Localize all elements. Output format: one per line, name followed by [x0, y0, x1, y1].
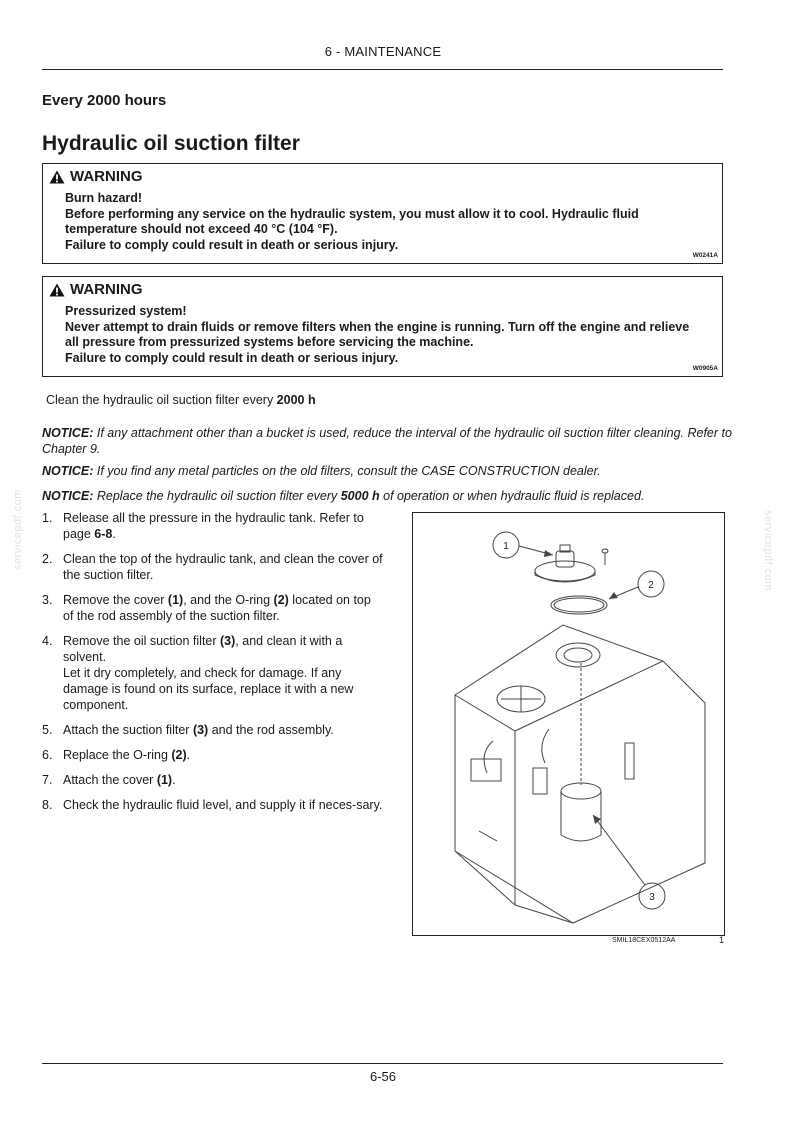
step-text-fragment: located on top of the rod assembly of the suction filter. — [63, 593, 371, 623]
intro-interval-value: 2000 h — [276, 393, 316, 407]
intro-text: Clean the hydraulic oil suction filter every — [46, 393, 277, 407]
suction-filter-cover — [535, 545, 608, 582]
step-text — [63, 551, 384, 583]
section-header: 6 - MAINTENANCE — [324, 44, 442, 59]
notice-metal-particles — [42, 463, 732, 479]
notice-label: NOTICE: — [42, 464, 94, 478]
step-text-fragment: Check the hydraulic fluid level, and supply it if neces-sary. — [63, 798, 383, 812]
step-text — [63, 747, 384, 763]
notice-interval-value: 5000 h — [340, 489, 380, 503]
procedure-step — [42, 633, 384, 713]
warning-heading-text: WARNING — [70, 281, 143, 298]
step-number: 2. — [42, 552, 53, 566]
page-number: 6-56 — [369, 1069, 397, 1084]
svg-text:3: 3 — [649, 892, 655, 903]
procedure-step — [42, 772, 384, 788]
step-number: 6. — [42, 748, 53, 762]
step-text-fragment: Remove the cover — [63, 593, 168, 607]
procedure-step — [42, 551, 384, 583]
step-text-fragment: , and clean it with a solvent. — [63, 634, 343, 664]
warning-line: Never attempt to drain fluids or remove filters when the engine is running. Turn off the engine and relieve all pressure from pressurized systems before servicing the machine. — [65, 319, 690, 349]
step-text-fragment: and the rod assembly. — [208, 723, 334, 737]
warning-heading — [49, 168, 143, 185]
step-text — [63, 772, 384, 788]
svg-text:1: 1 — [503, 541, 509, 552]
step-text-fragment: Clean the top of the hydraulic tank, and clean the cover of the suction filter. — [63, 552, 383, 582]
notice-label: NOTICE: — [42, 489, 94, 503]
warning-line: Burn hazard! — [65, 191, 143, 205]
procedure-step — [42, 722, 384, 738]
step-text-fragment: Replace the O-ring — [63, 748, 172, 762]
figure-frame — [412, 512, 725, 936]
svg-text:2: 2 — [648, 580, 654, 591]
step-number: 7. — [42, 773, 53, 787]
warning-line: Pressurized system! — [65, 304, 187, 318]
warning-heading — [49, 281, 143, 298]
step-number: 4. — [42, 634, 53, 648]
procedure-steps — [42, 510, 384, 822]
step-text-fragment: Attach the suction filter — [63, 723, 193, 737]
warning-code: W0905A — [692, 365, 718, 372]
step-text-fragment: Attach the cover — [63, 773, 157, 787]
step-text-fragment: Remove the oil suction filter — [63, 634, 221, 648]
step-number: 1. — [42, 511, 53, 525]
warning-body — [65, 191, 702, 253]
warning-box-pressure — [42, 276, 723, 377]
figure-number: 1 — [719, 935, 725, 945]
step-text-fragment: . — [186, 748, 191, 762]
step-reference: 6-8 — [94, 527, 113, 541]
step-reference: (2) — [273, 593, 289, 607]
warning-body — [65, 304, 702, 366]
step-reference: (3) — [220, 634, 236, 648]
warning-triangle-icon — [49, 170, 65, 184]
notice-text: of operation or when hydraulic fluid is replaced. — [379, 489, 645, 503]
step-text-fragment: . — [172, 773, 176, 787]
header-rule — [42, 69, 723, 70]
step-number: 5. — [42, 723, 53, 737]
hydraulic-tank-illustration — [413, 513, 724, 935]
step-text-fragment: . — [112, 527, 116, 541]
step-text — [63, 722, 384, 738]
warning-line: Before performing any service on the hydraulic system, you must allow it to cool. Hydraulic fluid temperature should not exceed 40 °C (104 °F). — [65, 206, 639, 236]
warning-heading-text: WARNING — [70, 168, 143, 185]
step-text — [63, 797, 384, 813]
step-text — [63, 633, 384, 713]
notice-text: Replace the hydraulic oil suction filter every — [93, 489, 341, 503]
notice-text: If any attachment other than a bucket is used, reduce the interval of the hydraulic oil suction filter cleaning. Refer to Chapter 9. — [42, 426, 732, 456]
hydraulic-tank-body — [455, 625, 705, 923]
notice-replace-interval — [42, 488, 732, 504]
callout-2 — [609, 571, 664, 599]
suction-filter-element — [561, 663, 601, 841]
callout-1 — [493, 532, 553, 558]
step-reference: (1) — [156, 773, 173, 787]
step-text — [63, 592, 384, 624]
step-text-fragment: Release all the pressure in the hydraulic tank. Refer to page — [63, 511, 364, 541]
warning-line: Failure to comply could result in death or serious injury. — [65, 350, 399, 365]
footer-rule — [42, 1063, 723, 1064]
interval-heading: Every 2000 hours — [42, 92, 167, 109]
procedure-step — [42, 510, 384, 542]
step-text-fragment: , and the O-ring — [183, 593, 274, 607]
procedure-step — [42, 592, 384, 624]
warning-box-burn — [42, 163, 723, 264]
step-text — [63, 510, 384, 542]
watermark-right: servicepdf.com — [762, 510, 774, 591]
notice-label: NOTICE: — [42, 426, 94, 440]
step-reference: (2) — [171, 748, 187, 762]
step-text-fragment: Let it dry completely, and check for damage. If any damage is found on its surface, replace it with a new component. — [63, 666, 354, 712]
step-number: 3. — [42, 593, 53, 607]
procedure-step — [42, 797, 384, 813]
figure-code: SMIL18CEX0512AA — [612, 937, 676, 944]
o-ring — [551, 596, 607, 614]
notice-attachment — [42, 425, 732, 457]
step-number: 8. — [42, 798, 53, 812]
warning-triangle-icon — [49, 283, 65, 297]
step-reference: (3) — [192, 723, 209, 737]
warning-code: W0241A — [692, 252, 718, 259]
procedure-step — [42, 747, 384, 763]
notice-text: If you find any metal particles on the old filters, consult the CASE CONSTRUCTION dealer. — [93, 464, 601, 478]
watermark-left: servicepdf.com — [12, 489, 24, 570]
page-title: Hydraulic oil suction filter — [42, 132, 300, 155]
intro-paragraph — [46, 392, 316, 408]
callout-3 — [593, 815, 665, 909]
warning-line: Failure to comply could result in death or serious injury. — [65, 237, 399, 252]
step-reference: (1) — [167, 593, 184, 607]
